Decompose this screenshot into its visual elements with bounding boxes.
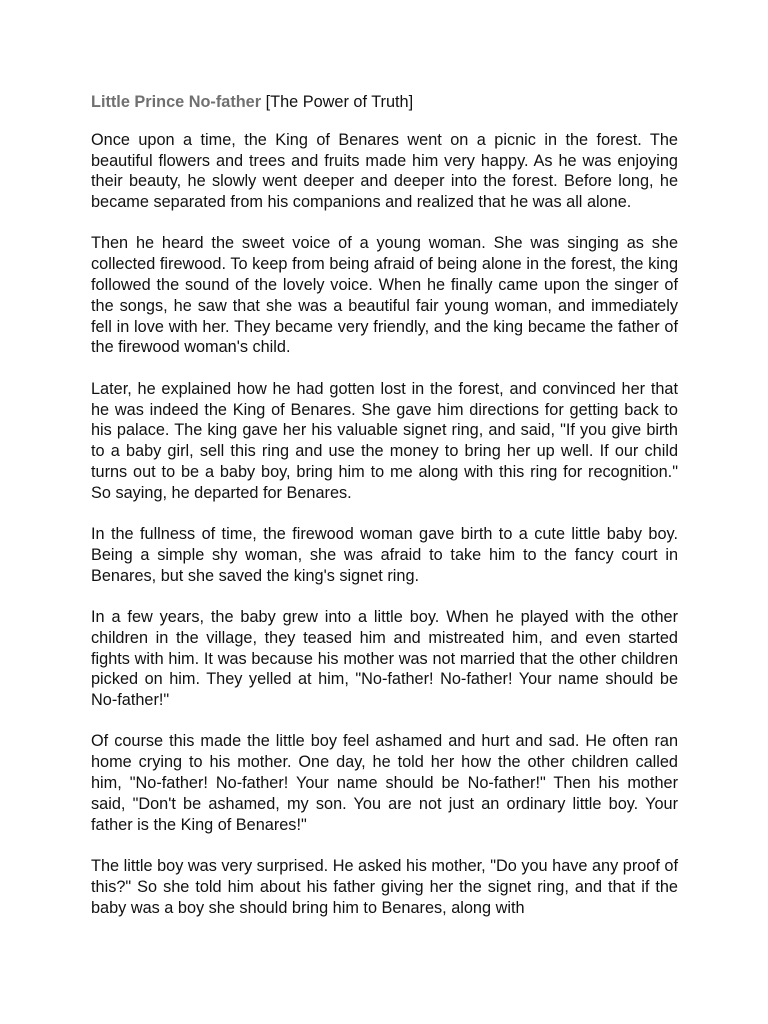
paragraph-5: In a few years, the baby grew into a little boy. When he played with the other children in the village, they teased him and mistreated him, and even started fights with him. It was because his mother was not married that the other children picked on him. They yelled at him, "No-father! No-father! Your name should be No-father!" (91, 607, 678, 710)
paragraph-4: In the fullness of time, the firewood woman gave birth to a cute little baby boy. Being a simple shy woman, she was afraid to take him to the fancy court in Benares, but she saved the king's signet ring. (91, 525, 678, 585)
document-page (91, 92, 678, 939)
paragraph-6: Of course this made the little boy feel ashamed and hurt and sad. He often ran home crying to his mother. One day, he told her how the other children called him, "No-father! No-father! Your name should be No-father!" Then his mother said, "Don't be ashamed, my son. You are not just an ordinary little boy. Your father is the King of Benares!" (91, 732, 678, 834)
paragraph-3: Later, he explained how he had gotten lost in the forest, and convinced her that he was indeed the King of Benares. She gave him directions for getting back to his palace. The king gave her his valuable signet ring, and said, "If you give birth to a baby girl, sell this ring and use the money to bring her up well. If our child turns out to be a baby boy, bring him to me along with this ring for recognition." So saying, he departed for Benares. (91, 379, 678, 502)
paragraph-2: Then he heard the sweet voice of a young woman. She was singing as she collected firewood. To keep from being afraid of being alone in the forest, the king followed the sound of the lovely voice. When he finally came upon the singer of the songs, he saw that she was a beautiful fair young woman, and immediately fell in love with her. They became very friendly, and the king became the father of the firewood woman's child. (91, 234, 678, 357)
paragraph-7: The little boy was very surprised. He asked his mother, "Do you have any proof of this?" So she told him about his father giving her the signet ring, and that if the baby was a boy she should bring him to Benares, along with (91, 856, 678, 917)
document-title-line (91, 92, 678, 113)
document-title: Little Prince No-father (91, 93, 262, 111)
document-subtitle: [The Power of Truth] (265, 93, 414, 111)
paragraph-1: Once upon a time, the King of Benares went on a picnic in the forest. The beautiful flowers and trees and fruits made him very happy. As he was enjoying their beauty, he slowly went deeper and deeper into the forest. Before long, he became separated from his companions and realized that he was all alone. (91, 130, 678, 212)
